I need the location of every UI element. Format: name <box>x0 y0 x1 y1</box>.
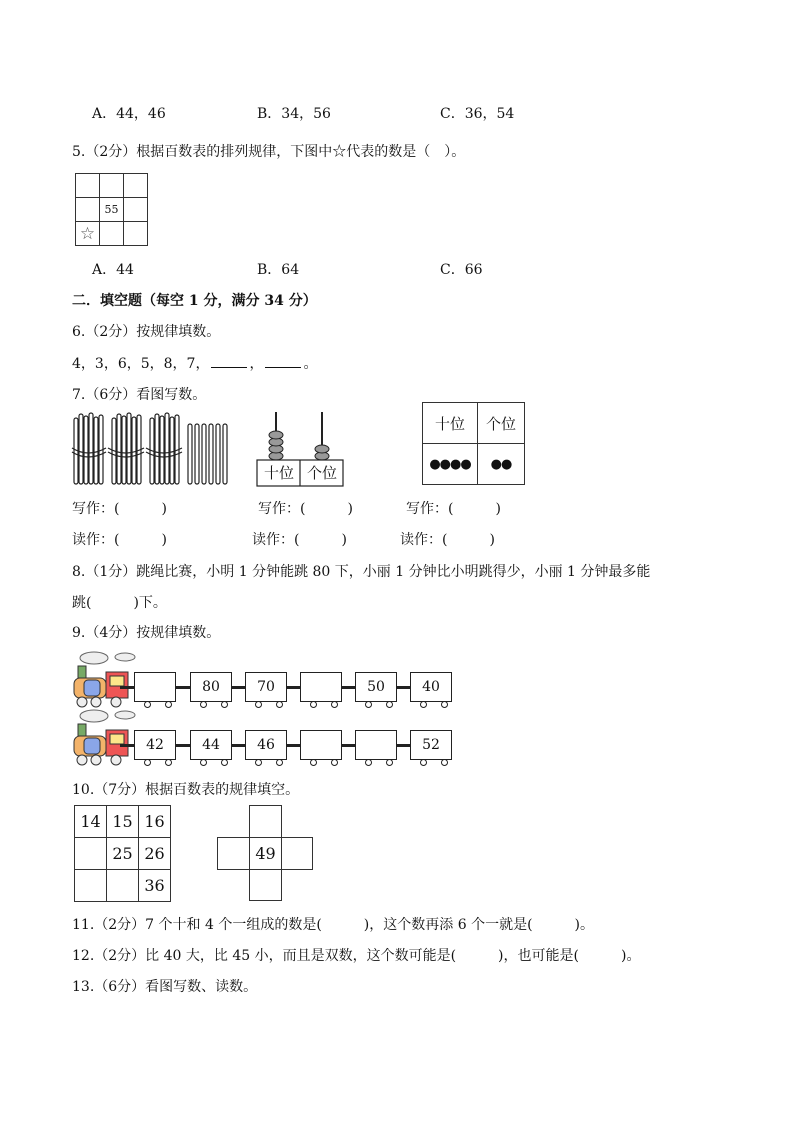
section-title: 二．填空题（每空 1 分，满分 34 分） <box>72 293 317 309</box>
train1-car-6: 40 <box>410 672 452 702</box>
q6-sequence-line <box>72 353 317 373</box>
q10-grid <box>74 805 171 902</box>
train1-car-4[interactable] <box>300 672 342 702</box>
q6-comma: ， <box>249 356 264 372</box>
q7-read-1[interactable]: 读作：( ) <box>72 532 167 548</box>
q6-end: 。 <box>303 356 318 372</box>
q7-read-3[interactable]: 读作：( ) <box>400 532 495 548</box>
q10-cell: 14 <box>75 806 107 838</box>
single-sticks <box>188 424 227 484</box>
q7-write-2[interactable]: 写作：( ) <box>258 501 353 517</box>
q6-blank-2[interactable] <box>265 355 301 368</box>
q5-cell-55: 55 <box>100 198 124 222</box>
stick-bundle-3 <box>146 413 182 484</box>
q10-blank-cell[interactable] <box>75 838 107 870</box>
q10-cross-bottom[interactable] <box>249 869 282 901</box>
q5-question: 5.（2分）根据百数表的排列规律，下图中☆代表的数是（ ）。 <box>72 144 466 160</box>
train1-car-2: 80 <box>190 672 232 702</box>
q10-cell: 25 <box>107 838 139 870</box>
q6-question: 6.（2分）按规律填数。 <box>72 324 221 340</box>
q11-question[interactable]: 11.（2分）7 个十和 4 个一组成的数是( )，这个数再添 6 个一就是( )。 <box>72 917 594 933</box>
q4-option-c: C．36，54 <box>440 106 515 122</box>
place-value-header-ones: 个位 <box>478 403 525 444</box>
q8-question-line1: 8.（1分）跳绳比赛，小明 1 分钟能跳 80 下，小丽 1 分钟比小明跳得少，小丽 1 分钟最多能 <box>72 564 651 580</box>
q7-question: 7.（6分）看图写数。 <box>72 387 207 403</box>
q5-option-b: B．64 <box>257 262 300 278</box>
q10-cross-top[interactable] <box>249 805 282 837</box>
train1-car-5: 50 <box>355 672 397 702</box>
q4-option-a: A．44，46 <box>92 106 166 122</box>
star-icon: ☆ <box>76 222 100 246</box>
train-engine-icon <box>70 708 136 770</box>
q10-question: 10.（7分）根据百数表的规律填空。 <box>72 782 300 798</box>
q8-question-line2[interactable]: 跳( )下。 <box>72 595 167 611</box>
q5-option-a: A．44 <box>92 262 134 278</box>
place-value-tens-dots: ●●●● <box>423 444 478 485</box>
place-value-header-tens: 十位 <box>423 403 478 444</box>
q4-option-b: B．34，56 <box>257 106 331 122</box>
q10-cell: 16 <box>139 806 171 838</box>
q10-cross-center: 49 <box>249 837 282 870</box>
q10-cross-right[interactable] <box>281 837 313 870</box>
place-value-table <box>422 402 525 485</box>
stick-bundle-1 <box>72 413 106 484</box>
train1-car-3: 70 <box>245 672 287 702</box>
q5-hundred-grid <box>75 173 148 246</box>
q12-question[interactable]: 12.（2分）比 40 大，比 45 小，而且是双数，这个数可能是( )，也可能是( )。 <box>72 948 641 964</box>
train2-car-4[interactable] <box>300 730 342 760</box>
q9-question: 9.（4分）按规律填数。 <box>72 625 221 641</box>
q6-sequence: 4，3，6，5，8，7， <box>72 356 210 372</box>
q10-blank-cell[interactable] <box>107 870 139 902</box>
q7-read-2[interactable]: 读作：( ) <box>252 532 347 548</box>
q10-cell: 26 <box>139 838 171 870</box>
train2-car-1: 42 <box>134 730 176 760</box>
train-engine-icon <box>70 650 136 712</box>
q10-cell: 36 <box>139 870 171 902</box>
q6-blank-1[interactable] <box>211 355 247 368</box>
abacus-ones-label: 个位 <box>306 464 337 482</box>
train2-car-6: 52 <box>410 730 452 760</box>
sticks-bundles-image <box>70 410 238 488</box>
stick-bundle-2 <box>108 413 144 484</box>
q7-write-1[interactable]: 写作：( ) <box>72 501 167 517</box>
q10-cell: 15 <box>107 806 139 838</box>
q7-write-3[interactable]: 写作：( ) <box>406 501 501 517</box>
abacus-tens-label: 十位 <box>263 464 294 482</box>
train1-car-1[interactable] <box>134 672 176 702</box>
train2-car-3: 46 <box>245 730 287 760</box>
q10-cross-left[interactable] <box>217 837 249 870</box>
place-value-ones-dots: ●● <box>478 444 525 485</box>
train2-car-2: 44 <box>190 730 232 760</box>
q13-question: 13.（6分）看图写数、读数。 <box>72 979 258 995</box>
q10-blank-cell[interactable] <box>75 870 107 902</box>
q5-option-c: C．66 <box>440 262 483 278</box>
train2-car-5[interactable] <box>355 730 397 760</box>
